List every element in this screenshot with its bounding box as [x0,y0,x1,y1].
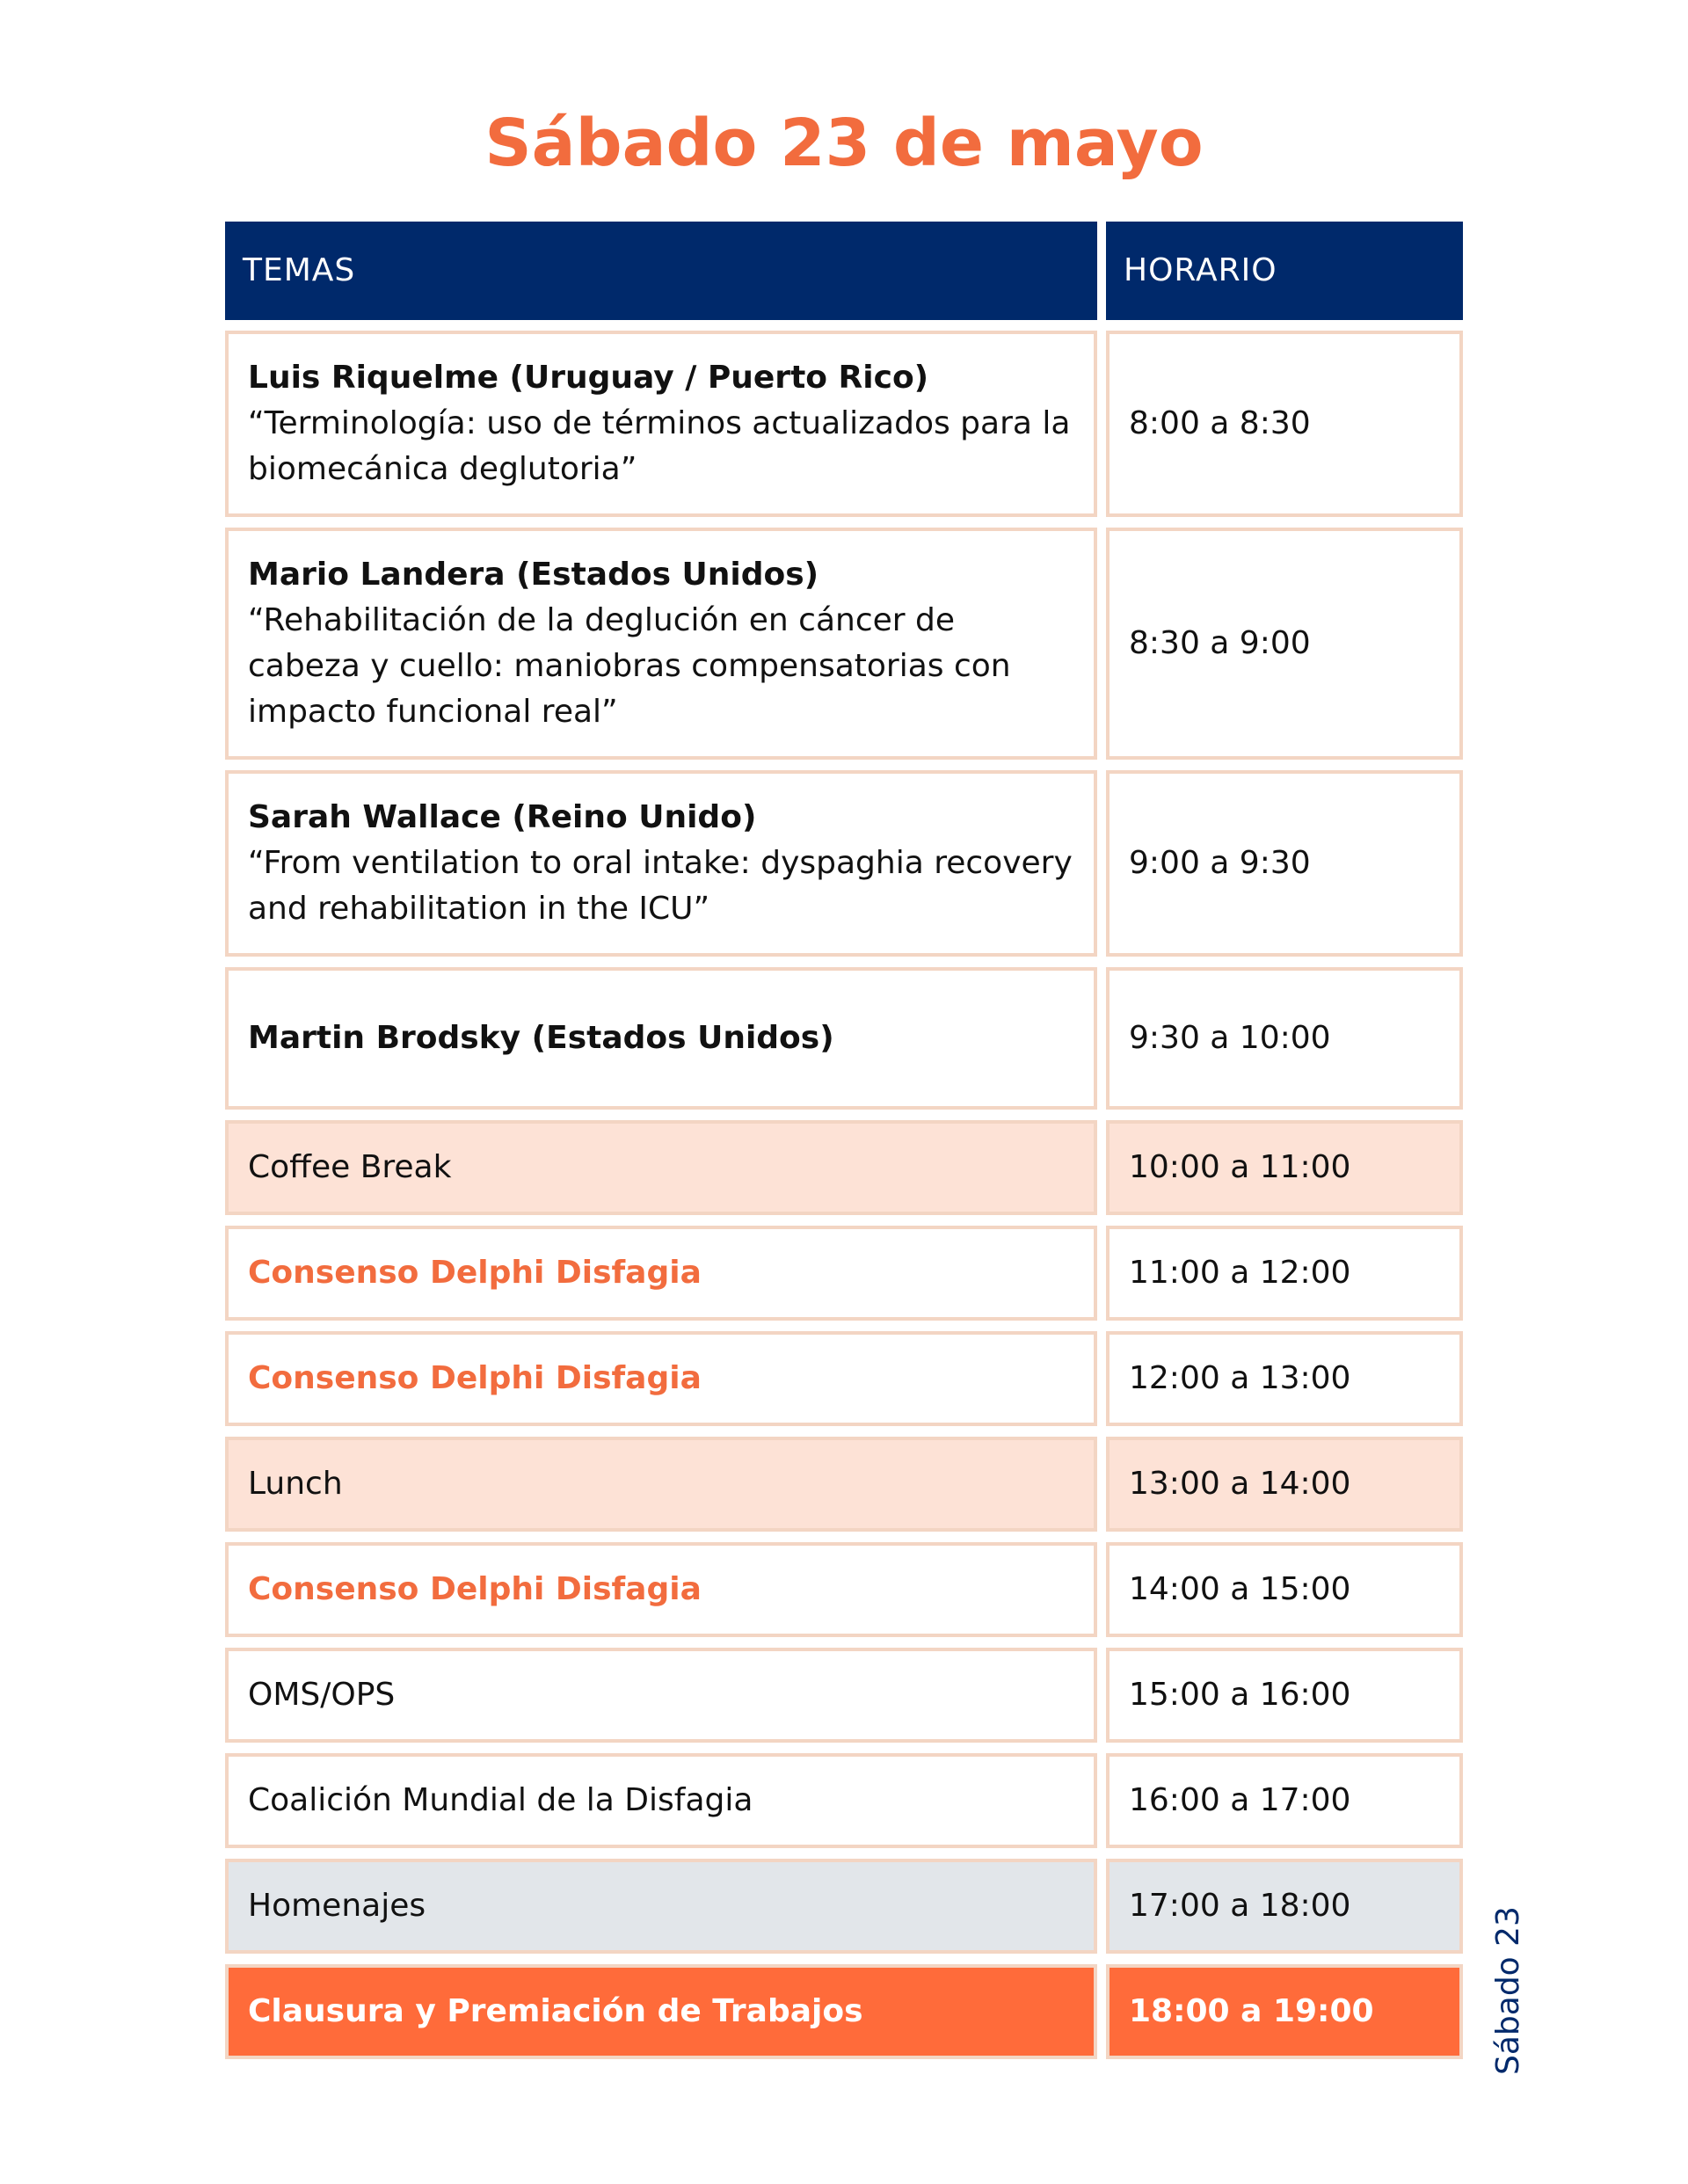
time-cell: 10:00 a 11:00 [1106,1120,1463,1215]
time-cell: 14:00 a 15:00 [1106,1542,1463,1637]
time-cell: 13:00 a 14:00 [1106,1437,1463,1532]
table-row [225,1648,1463,1743]
table-row [225,1542,1463,1637]
table-row [225,1226,1463,1321]
time-cell: 8:00 a 8:30 [1106,331,1463,517]
topic-cell: Homenajes [225,1859,1097,1954]
time-cell: 11:00 a 12:00 [1106,1226,1463,1321]
topic-cell [225,528,1097,760]
topic-cell: Lunch [225,1437,1097,1532]
time-cell: 12:00 a 13:00 [1106,1331,1463,1426]
header-topics: TEMAS [225,222,1097,320]
table-row [225,1753,1463,1848]
table-row [225,528,1463,760]
speaker-name: Luis Riquelme (Uruguay / Puerto Rico) [248,360,929,396]
table-row [225,1120,1463,1215]
table-row [225,1964,1463,2059]
time-cell: 8:30 a 9:00 [1106,528,1463,760]
table-header [225,222,1463,320]
topic-cell [225,770,1097,957]
header-schedule: HORARIO [1106,222,1463,320]
table-row [225,331,1463,517]
time-cell: 9:00 a 9:30 [1106,770,1463,957]
time-cell: 15:00 a 16:00 [1106,1648,1463,1743]
table-row [225,770,1463,957]
topic-cell [225,331,1097,517]
time-cell: 18:00 a 19:00 [1106,1964,1463,2059]
speaker-name: Sarah Wallace (Reino Unido) [248,799,757,835]
schedule-table [225,222,1463,2070]
table-row [225,1331,1463,1426]
talk-title: “From ventilation to oral intake: dyspaghia recovery and rehabilitation in the ICU” [248,845,1073,927]
topic-cell: Coalición Mundial de la Disfagia [225,1753,1097,1848]
topic-cell: Clausura y Premiación de Trabajos [225,1964,1097,2059]
speaker-name: Martin Brodsky (Estados Unidos) [225,967,1097,1110]
topic-cell: Coffee Break [225,1120,1097,1215]
topic-cell: Consenso Delphi Disfagia [225,1331,1097,1426]
talk-title: “Terminología: uso de términos actualizados para la biomecánica deglutoria” [248,405,1071,487]
time-cell: 17:00 a 18:00 [1106,1859,1463,1954]
time-cell: 16:00 a 17:00 [1106,1753,1463,1848]
page-title: Sábado 23 de mayo [484,106,1204,181]
table-row [225,1437,1463,1532]
topic-cell: Consenso Delphi Disfagia [225,1226,1097,1321]
speaker-name: Mario Landera (Estados Unidos) [248,557,819,593]
talk-title: “Rehabilitación de la deglución en cáncer de cabeza y cuello: maniobras compensatorias con impacto funcional real” [248,602,1011,730]
topic-cell: OMS/OPS [225,1648,1097,1743]
topic-cell: Consenso Delphi Disfagia [225,1542,1097,1637]
time-cell: 9:30 a 10:00 [1106,967,1463,1110]
side-day-label: Sábado 23 [1490,1906,1526,2075]
table-row [225,967,1463,1110]
table-row [225,1859,1463,1954]
